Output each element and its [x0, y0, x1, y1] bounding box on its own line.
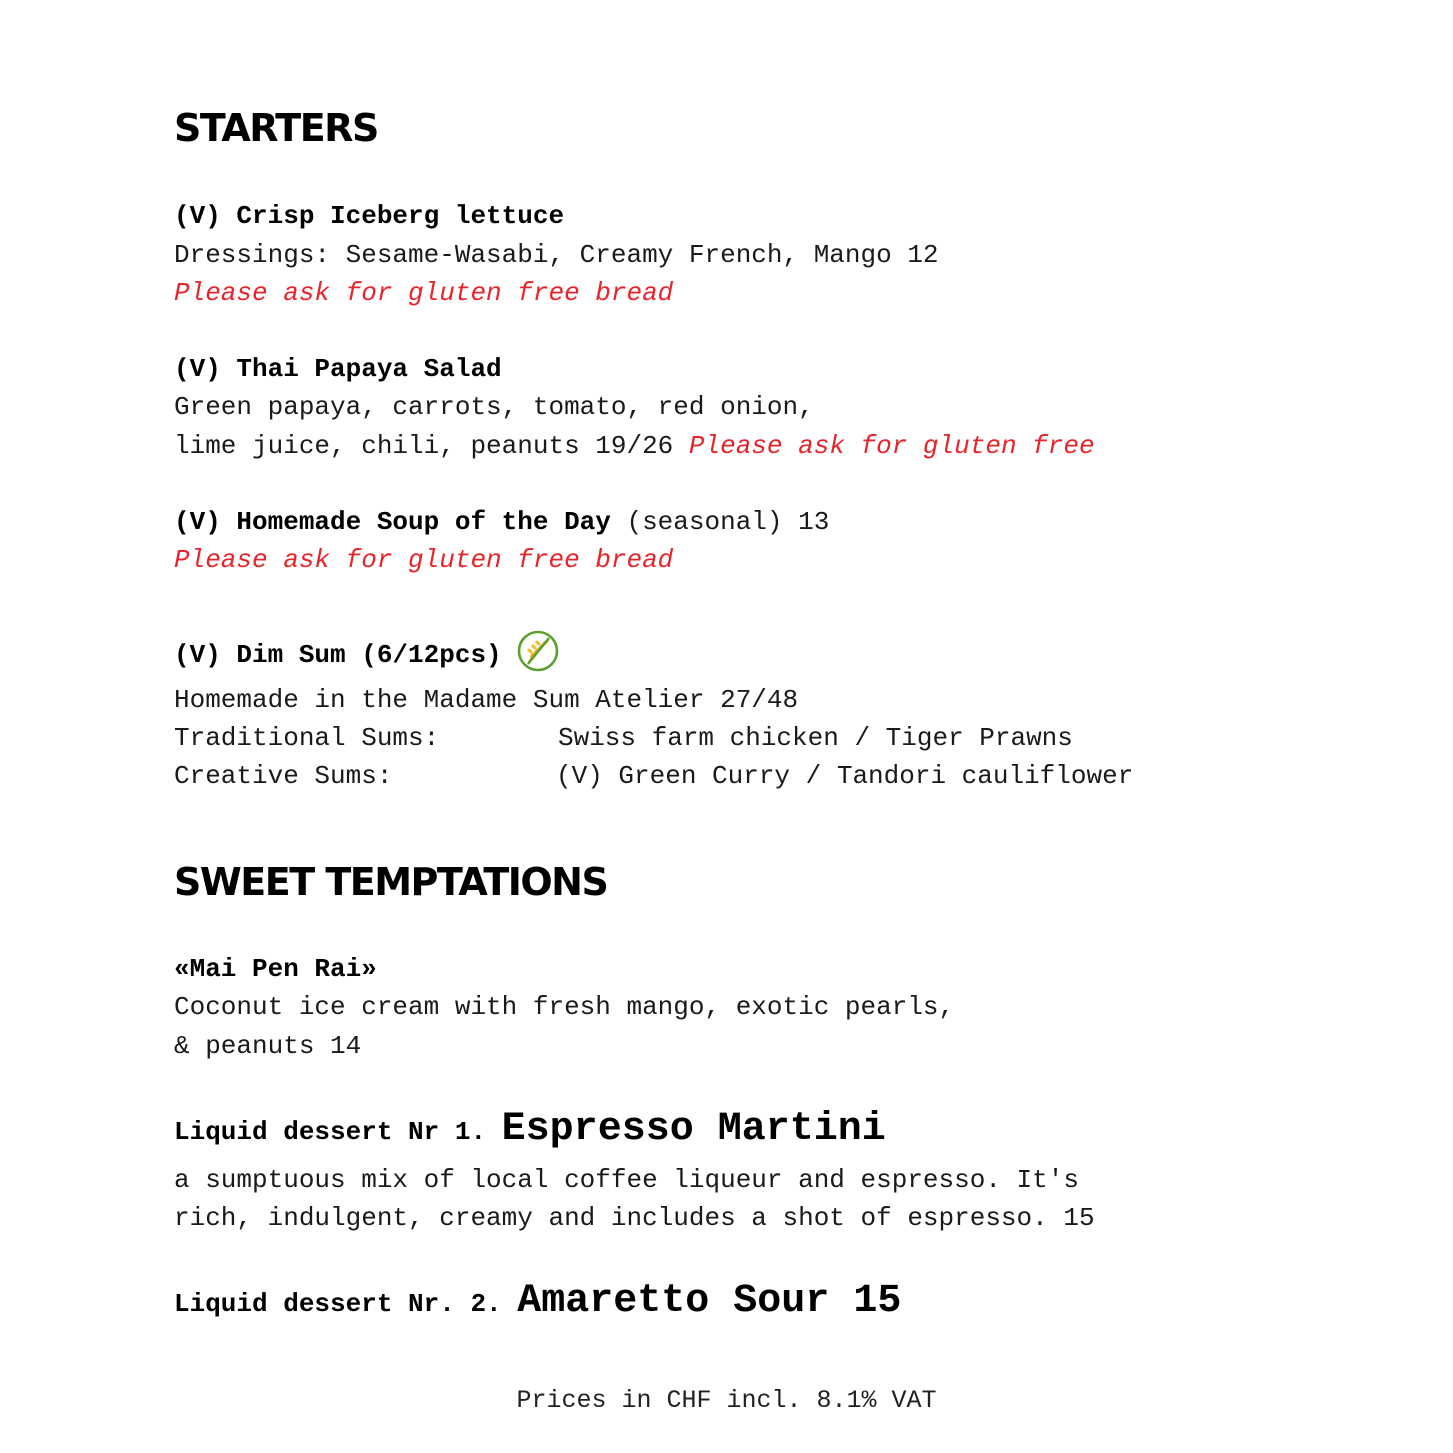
liquid-dessert-1-name: Espresso Martini	[501, 1107, 886, 1152]
papaya-description-1: Green papaya, carrots, tomato, red onion,	[174, 392, 814, 422]
wheat-icon	[516, 629, 560, 673]
liquid-dessert-2-label: Liquid dessert Nr. 2.	[174, 1289, 502, 1319]
sweets-heading: SWEET TEMPTATIONS	[174, 860, 608, 904]
iceberg-name: (V) Crisp Iceberg lettuce	[174, 201, 565, 231]
creative-label: Creative Sums:	[174, 761, 393, 791]
traditional-label: Traditional Sums:	[174, 723, 440, 753]
papaya-gluten-note: Please ask for gluten free	[688, 431, 1095, 461]
liquid-dessert-1-description-1: a sumptuous mix of local coffee liqueur and espresso. It's	[174, 1165, 1079, 1195]
liquid-dessert-1-description-2: rich, indulgent, creamy and includes a shot of espresso. 15	[174, 1203, 1095, 1233]
papaya-description-2	[174, 430, 1095, 462]
mai-pen-rai-description-1: Coconut ice cream with fresh mango, exotic pearls,	[174, 992, 955, 1022]
dimsum-line	[174, 633, 560, 677]
papaya-name: (V) Thai Papaya Salad	[174, 354, 502, 384]
soup-gluten-note: Please ask for gluten free bread	[174, 545, 674, 575]
liquid-dessert-2-line	[174, 1278, 901, 1328]
price-footer: Prices in CHF incl. 8.1% VAT	[516, 1386, 937, 1415]
mai-pen-rai-description-2: & peanuts 14	[174, 1031, 362, 1061]
papaya-description-2-text: lime juice, chili, peanuts 19/26	[174, 431, 689, 461]
soup-name: (V) Homemade Soup of the Day	[174, 507, 611, 537]
liquid-dessert-1-label: Liquid dessert Nr 1.	[174, 1117, 487, 1147]
iceberg-description: Dressings: Sesame-Wasabi, Creamy French, Mango 12	[174, 240, 939, 270]
dimsum-traditional-row	[174, 722, 1073, 754]
dimsum-description: Homemade in the Madame Sum Atelier 27/48	[174, 685, 799, 715]
soup-line	[174, 506, 829, 538]
dimsum-creative-row	[174, 760, 1134, 792]
dimsum-name: (V) Dim Sum (6/12pcs)	[174, 639, 502, 670]
traditional-value: Swiss farm chicken / Tiger Prawns	[558, 723, 1073, 753]
soup-suffix: (seasonal) 13	[610, 507, 830, 537]
starters-heading: STARTERS	[174, 106, 378, 150]
mai-pen-rai-name: «Mai Pen Rai»	[174, 954, 377, 984]
iceberg-gluten-note: Please ask for gluten free bread	[174, 278, 674, 308]
liquid-dessert-1-line	[174, 1106, 886, 1156]
liquid-dessert-2-name: Amaretto Sour 15	[517, 1279, 902, 1324]
creative-value: (V) Green Curry / Tandori cauliflower	[556, 761, 1134, 791]
